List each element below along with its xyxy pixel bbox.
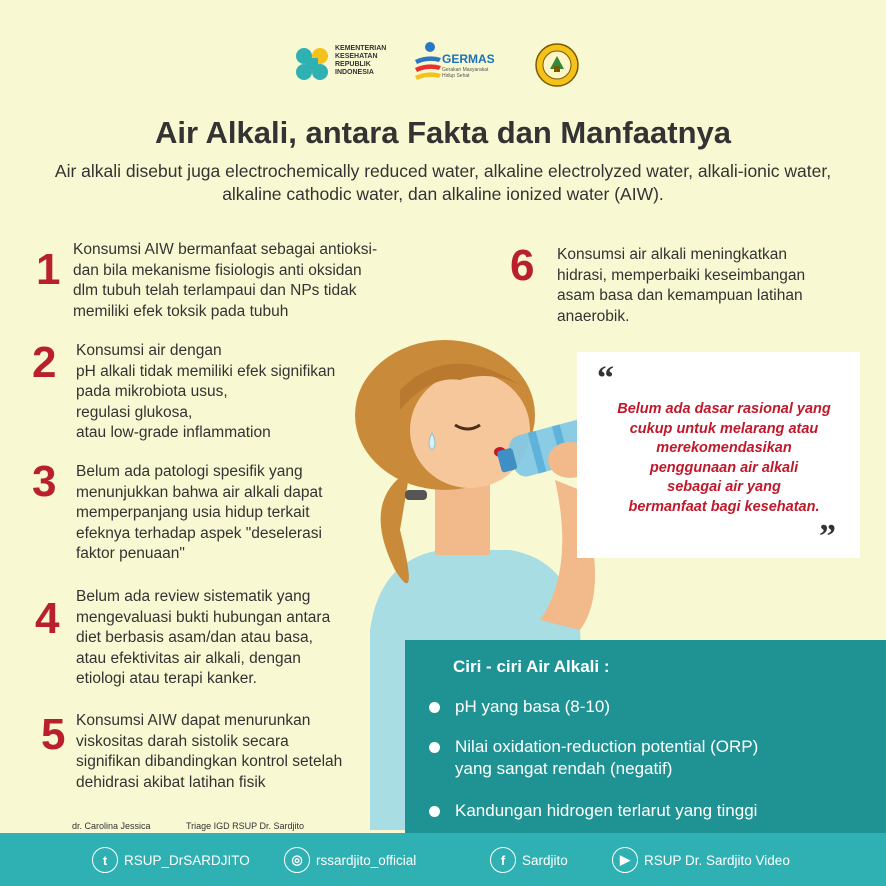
page-title: Air Alkali, antara Fakta dan Manfaatnya bbox=[155, 115, 731, 150]
ciri-item-text: pH yang basa (8-10) bbox=[455, 697, 610, 716]
item-text: Belum ada review sistematik yang mengevaluasi bukti hubungan antara diet berbasis asam/dan atau basa, atau efektivitas air alkali, dengan etiologi atau terapi kanker. bbox=[76, 588, 331, 687]
item-text: Konsumsi air dengan pH alkali tidak memiliki efek signifikan pada mikrobiota usus, regulasi glukosa, atau low-grade inflammation bbox=[76, 342, 336, 441]
author-name: dr. Carolina Jessica bbox=[72, 821, 151, 831]
author-affiliation: Triage IGD RSUP Dr. Sardjito bbox=[186, 821, 305, 831]
item-text: Konsumsi air alkali meningkatkan hidrasi, memperbaiki keseimbangan asam basa dan kemampuan latihan anaerobik. bbox=[557, 246, 806, 325]
quote-text: Belum ada dasar rasional yang cukup untuk melarang atau merekomendasikan penggunaan air alkali sebagai air yang bermanfaat bagi kesehatan. bbox=[617, 401, 831, 515]
footer-label: RSUP Dr. Sardjito Video bbox=[644, 852, 790, 868]
item-number: 3 bbox=[32, 457, 57, 506]
item-number: 1 bbox=[36, 245, 61, 294]
item-number: 5 bbox=[41, 710, 66, 759]
footer-instagram[interactable] bbox=[284, 846, 416, 874]
logo-bar bbox=[0, 40, 886, 90]
ciri-item-text: Kandungan hidrogen terlarut yang tinggi bbox=[455, 801, 758, 820]
kemenkes-icon bbox=[292, 44, 332, 84]
ciri-item-text: Nilai oxidation-reduction potential (ORP) yang sangat rendah (negatif) bbox=[455, 737, 759, 778]
item-text: Konsumsi AIW bermanfaat sebagai antioksi- dan bila mekanisme fisiologis anti oksidan dlm tubuh telah terlampaui dan NPs tidak memiliki efek toksik pada tubuh bbox=[73, 241, 378, 320]
item-number: 4 bbox=[35, 594, 60, 643]
ugm-seal bbox=[534, 42, 580, 88]
footer-twitter[interactable] bbox=[92, 846, 250, 874]
ciri-title: Ciri - ciri Air Alkali : bbox=[453, 657, 610, 676]
kemenkes-text: KEMENTERIAN KESEHATAN REPUBLIK INDONESIA bbox=[335, 45, 387, 76]
item-text: Belum ada patologi spesifik yang menunjukkan bahwa air alkali dapat memperpanjang usia hidup terkait efeknya terhadap aspek "deselerasi faktor penuaan" bbox=[76, 463, 323, 562]
youtube-icon: ▶ bbox=[612, 847, 638, 873]
quote-close-mark: ” bbox=[819, 518, 836, 555]
germas-name: GERMAS bbox=[442, 52, 495, 66]
footer-youtube[interactable] bbox=[612, 846, 790, 874]
bullet-icon bbox=[429, 742, 440, 753]
ugm-seal-icon bbox=[534, 42, 580, 88]
footer-label: RSUP_DrSARDJITO bbox=[124, 852, 250, 868]
quote-open-mark: “ bbox=[597, 360, 614, 397]
kemenkes-logo bbox=[292, 40, 387, 88]
footer-facebook[interactable] bbox=[490, 846, 568, 874]
twitter-icon: t bbox=[92, 847, 118, 873]
bullet-icon bbox=[429, 806, 440, 817]
item-number: 2 bbox=[32, 338, 57, 387]
item-text: Konsumsi AIW dapat menurunkan viskositas darah sistolik secara signifikan dibandingkan kontrol setelah dehidrasi akibat latihan fisik bbox=[76, 712, 343, 791]
bullet-icon bbox=[429, 702, 440, 713]
footer-label: rssardjito_official bbox=[316, 852, 417, 868]
germas-icon bbox=[412, 40, 444, 84]
germas-logo bbox=[412, 40, 512, 88]
item-number: 6 bbox=[510, 241, 535, 290]
social-footer bbox=[0, 833, 886, 886]
facebook-icon: f bbox=[490, 847, 516, 873]
footer-label: Sardjito bbox=[522, 852, 568, 868]
quote-box bbox=[577, 352, 860, 558]
germas-tagline: Gerakan Masyarakat Hidup Sehat bbox=[442, 67, 489, 79]
instagram-icon: ◎ bbox=[284, 847, 310, 873]
ciri-box bbox=[405, 640, 886, 833]
page-subtitle: Air alkali disebut juga electrochemically reduced water, alkaline electrolyzed water, alkali-ionic water, alkaline cathodic water, dan alkaline ionized water (AIW). bbox=[54, 161, 832, 204]
